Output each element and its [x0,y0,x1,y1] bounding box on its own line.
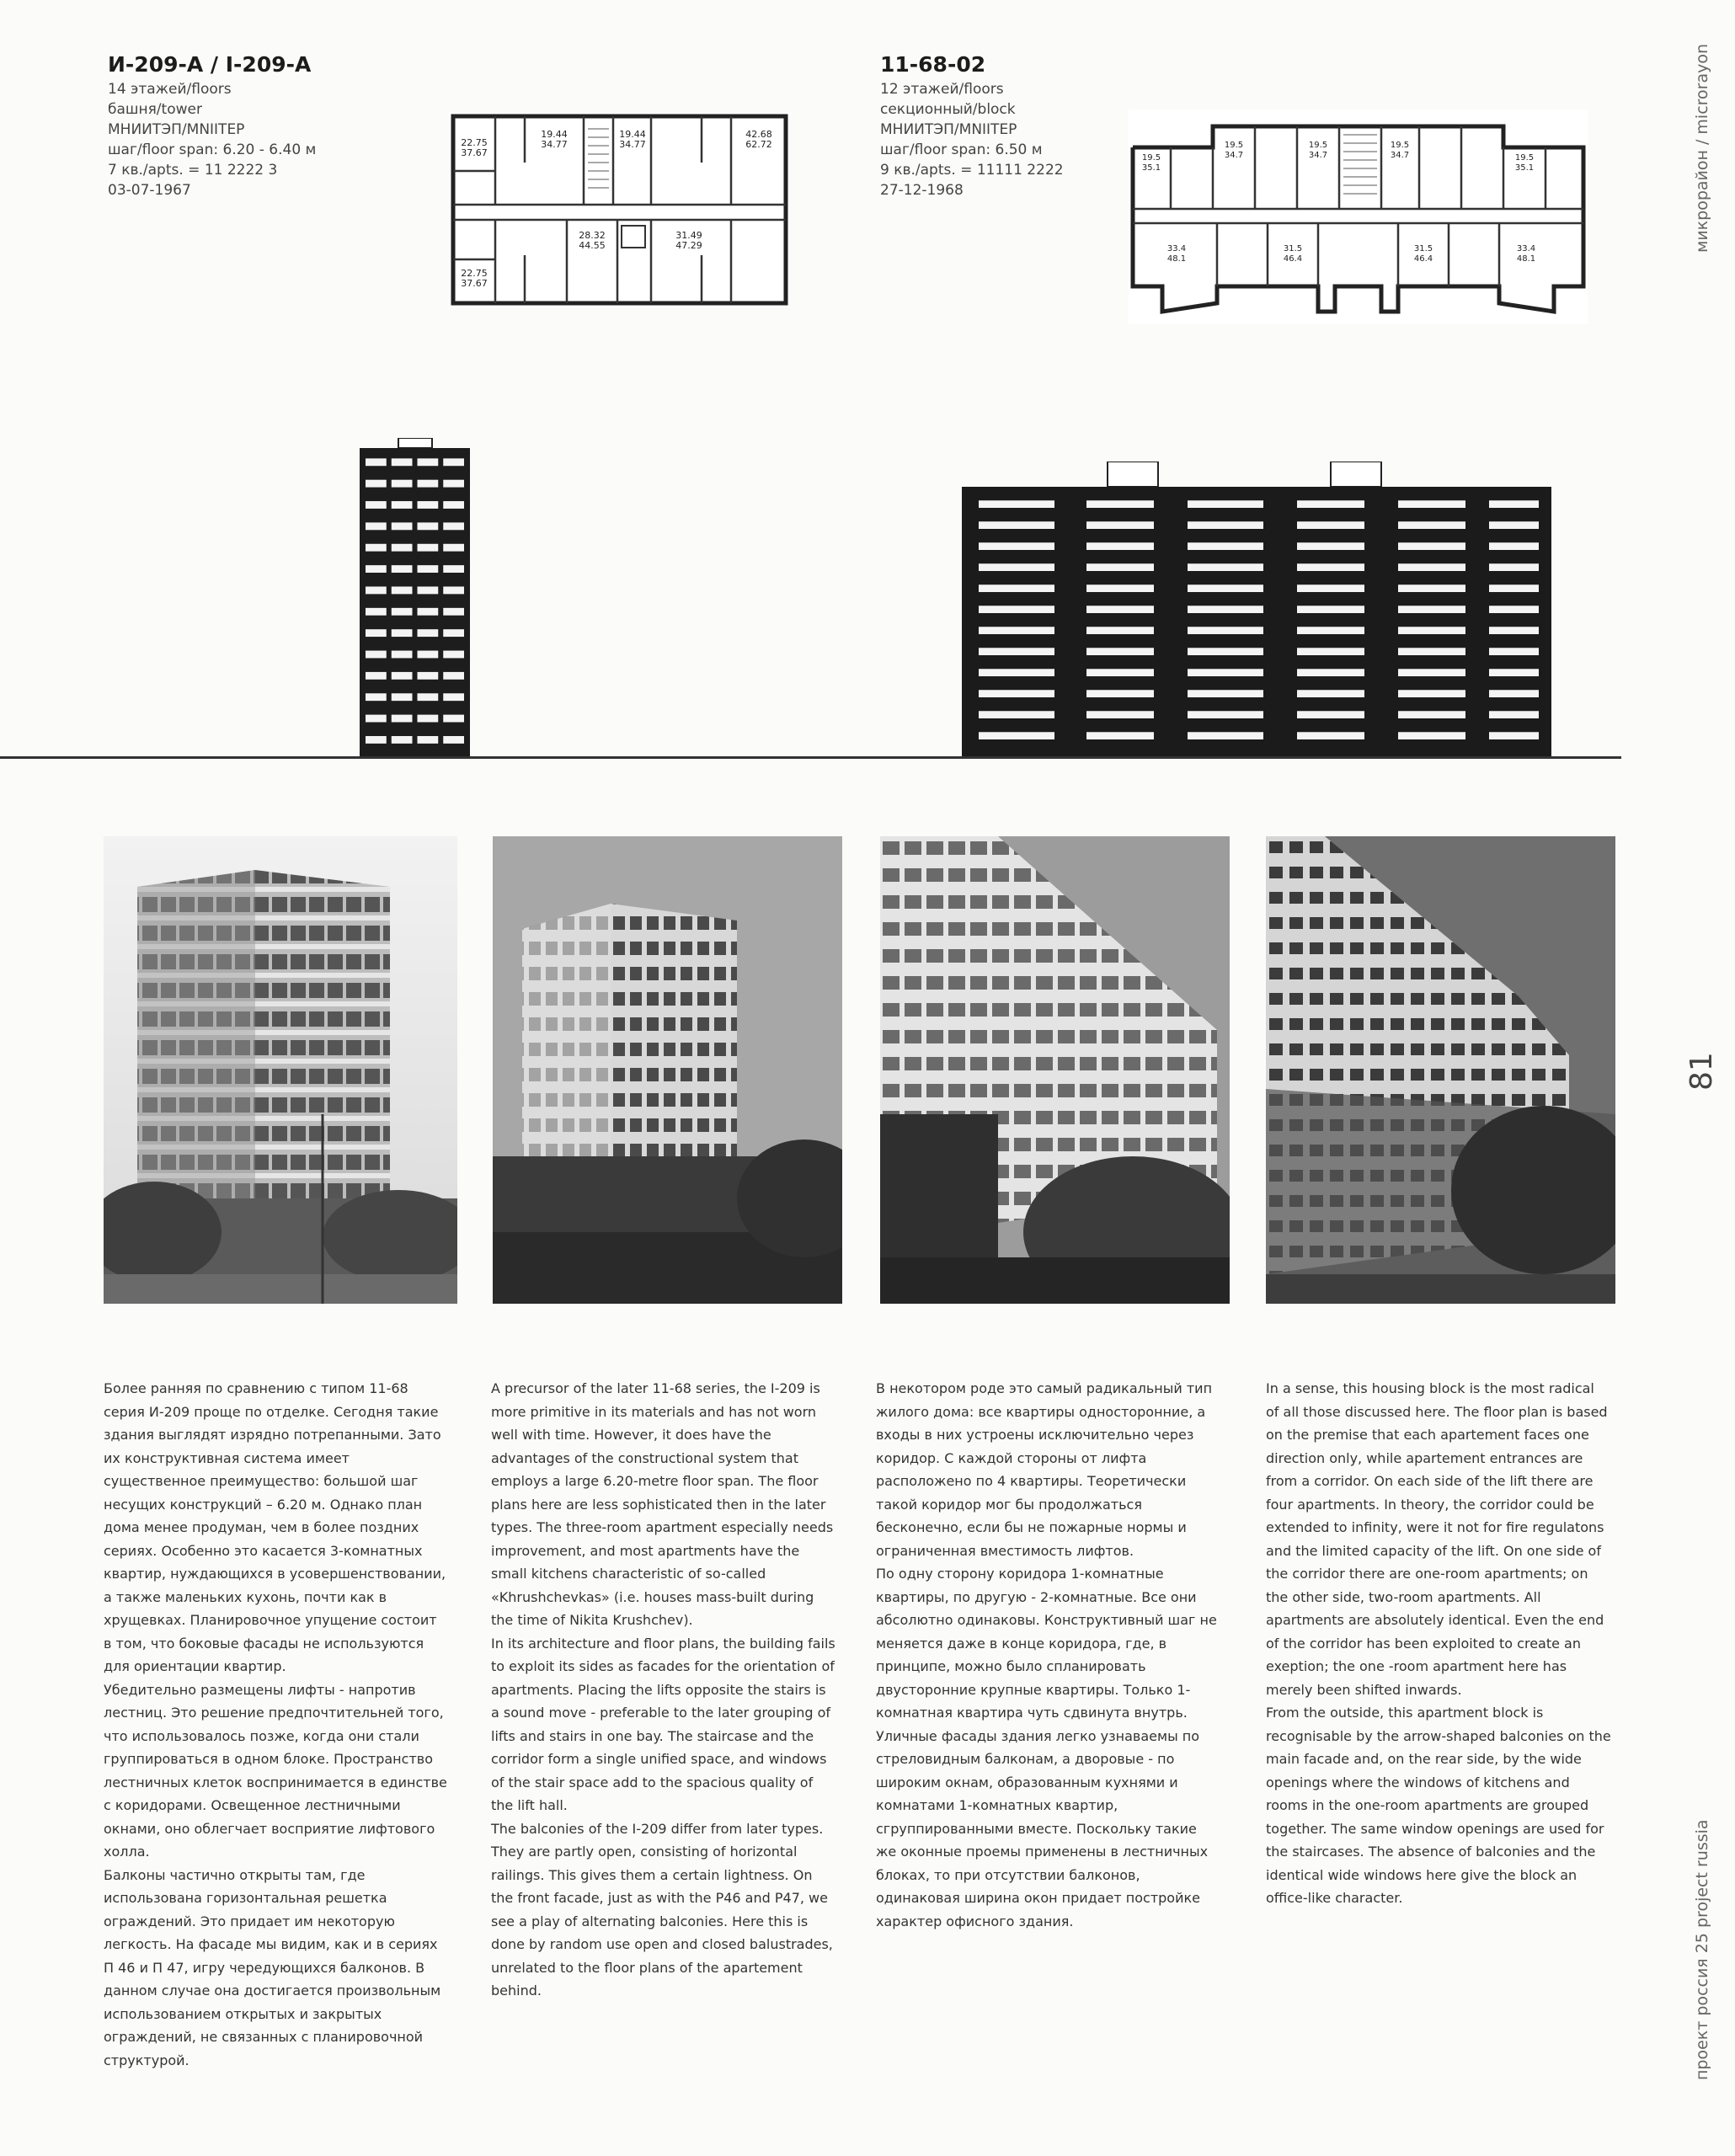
facade-window [392,501,413,509]
facade-window [366,629,387,637]
facade-window [392,736,413,744]
floors: 12 этажей/floors [880,81,1004,98]
facade-window [392,586,413,594]
facade-window [1297,648,1364,655]
room-area-label: 34.77 [619,139,646,150]
room-area-label: 31.5 [1413,244,1433,253]
text-column-en-i209 [491,1377,836,2003]
apartments: 9 кв./apts. = 11111 2222 [880,162,1064,179]
facade-window [1489,669,1539,676]
facade-window [1297,606,1364,613]
spec-block-11-68-02 [880,51,1064,200]
room-area-label: 34.7 [1390,151,1410,160]
facade-window [1086,627,1154,634]
facade-window [1086,711,1154,718]
facade-window [366,586,387,594]
facade-window [392,608,413,616]
facade-window [418,586,439,594]
facade-window [1086,669,1154,676]
facade-window [418,458,439,466]
facade-window [366,672,387,680]
facade-window [1297,732,1364,739]
room-area-label: 31.5 [1283,244,1303,253]
facade-window [366,715,387,723]
facade-window [366,458,387,466]
facade-window [392,715,413,723]
facade-window [1489,542,1539,550]
room-area-label: 22.75 [461,268,488,279]
room-area-label: 33.4 [1166,244,1187,253]
facade-window [1398,606,1465,613]
facade-window [392,565,413,573]
room-area-label: 46.4 [1413,254,1433,264]
photo-11-68-02-block [880,836,1230,1304]
facade-window [392,693,413,701]
facade-window [443,501,464,509]
facade-window [979,563,1054,571]
facade-window [1489,711,1539,718]
ground-line [0,756,1621,759]
paragraph: The balconies of the I-209 differ from later types. They are partly open, consisting of horizontal railings. This gives them a certain lightness. On the front facade, just as with the P46 and P47, we see a play of alternating balconies. Here this is done by random use open and closed balustrades, unrelated to the floor plans of the apartement behind. [491,1820,833,1999]
facade-window [979,500,1054,508]
facade-window [1297,563,1364,571]
facade-window [443,458,464,466]
facade-window [392,651,413,659]
facade-window [1086,584,1154,592]
facade-window [1489,690,1539,697]
facade-window [1086,690,1154,697]
room-area-label: 19.5 [1390,141,1410,150]
room-area-label: 48.1 [1166,254,1187,264]
facade-window [443,736,464,744]
photo-i209-tower-2 [493,836,842,1304]
facade-window [979,690,1054,697]
facade-window [1188,690,1263,697]
facade-window [366,693,387,701]
facade-window [1086,648,1154,655]
institute: МНИИТЭП/MNIITEP [108,121,245,138]
facade-window [1398,711,1465,718]
facade-window [1398,669,1465,676]
facade-window [1398,563,1465,571]
elevation-11-68-02 [960,462,1554,758]
room-area-label: 44.55 [579,240,606,251]
series-code: 11-68-02 [880,52,986,77]
facade-window [366,736,387,744]
facade-window [418,608,439,616]
facade-window [1398,542,1465,550]
floor-span: шаг/floor span: 6.20 - 6.40 м [108,141,317,158]
floors: 14 этажей/floors [108,81,232,98]
photo-11-68-02-block-2 [1266,836,1615,1304]
facade-window [366,544,387,552]
facade-window [1188,521,1263,529]
room-area-label: 19.5 [1514,153,1535,163]
text-column-en-11-68 [1266,1377,1611,1910]
facade-window [366,501,387,509]
facade-window [1086,732,1154,739]
paragraph: From the outside, this apartment block is recognisable by the arrow-shaped balconies on the main facade and, on the rear side, by the wide openings where the windows of kitchens and rooms in the one-room apartments are grouped together. The same window openings are used for the staircases. The absence of balconies and the identical wide windows here give the block an office-like character. [1266,1705,1611,1906]
facade-window [1297,542,1364,550]
facade-window [1489,732,1539,739]
facade-window [392,544,413,552]
apartments: 7 кв./apts. = 11 2222 3 [108,162,278,179]
floor-plan-11-68-02 [1129,109,1588,324]
facade-window [366,480,387,488]
room-area-label: 33.4 [1516,244,1536,253]
facade-window [1398,521,1465,529]
facade-window [443,522,464,530]
facade-window [1188,627,1263,634]
facade-window [1489,563,1539,571]
facade-window [1188,732,1263,739]
facade-window [443,693,464,701]
magazine-footer: проект россия 25 project russia [1693,1819,1711,2080]
facade-window [1297,690,1364,697]
facade-window [418,715,439,723]
facade-window [1489,606,1539,613]
facade-window [418,544,439,552]
facade-window [1086,521,1154,529]
facade-window [1398,648,1465,655]
facade-window [443,629,464,637]
facade-window [443,608,464,616]
room-area-label: 19.5 [1224,141,1244,150]
facade-window [979,711,1054,718]
facade-window [443,715,464,723]
facade-window [1188,669,1263,676]
room-area-label: 19.5 [1141,153,1161,163]
facade-window [1297,627,1364,634]
facade-window [366,522,387,530]
facade-window [443,565,464,573]
facade-window [418,522,439,530]
date: 03-07-1967 [108,182,191,199]
section-label: микрорайон / microrayon [1693,43,1711,253]
facade-window [443,480,464,488]
room-area-label: 47.29 [675,240,702,251]
building-type: башня/tower [108,101,202,118]
paragraph: По одну сторону коридора 1-комнатные квартиры, по другую - 2-комнатные. Все они абсолютно одинаковы. Конструктивный шаг не меняется даже в конце коридора, где, в принципе, можно было спланировать двусторонние крупные квартиры. Только 1-комнатная квартира чуть сдвинута внутрь. Уличные фасады здания легко узнаваемы по стреловидным балконам, а дворовые - по широким окнам, образованным кухнями и комнатами 1-комнатных квартир, сгруппированными вместе. Поскольку такие же оконные проемы применены в лестничных блоках, то при отсутствии балконов, одинаковая ширина окон придает постройке характер офисного здания. [876,1566,1217,1929]
facade-window [979,669,1054,676]
facade-window [418,480,439,488]
facade-window [1188,648,1263,655]
facade-window [366,565,387,573]
room-area-label: 42.68 [745,129,772,140]
facade-window [1086,606,1154,613]
facade-window [979,521,1054,529]
facade-window [392,458,413,466]
paragraph: Балконы частично открыты там, где использована горизонтальная решетка ограждений. Это придает им некоторую легкость. На фасаде мы видим, как и в сериях П 46 и П 47, игру чередующихся балконов. В данном случае она достигается произвольным использованием открытых и закрытых ограждений, не связанных с планировочной структурой. [104,1866,441,2068]
facade-window [392,672,413,680]
facade-window [1297,669,1364,676]
room-area-label: 34.7 [1224,151,1244,160]
facade-window [418,651,439,659]
facade-window [418,672,439,680]
room-area-label: 35.1 [1141,163,1161,173]
photo-i209-tower [104,836,457,1304]
facade-window [1398,690,1465,697]
page-number: 81 [1684,1052,1719,1091]
facade-window [979,648,1054,655]
facade-window [1188,563,1263,571]
room-area-label: 62.72 [745,139,772,150]
floor-span: шаг/floor span: 6.50 м [880,141,1043,158]
facade-window [1188,584,1263,592]
facade-window [1297,500,1364,508]
date: 27-12-1968 [880,182,964,199]
room-area-label: 34.77 [541,139,568,150]
elevation-i209 [358,438,472,758]
facade-window [1297,521,1364,529]
facade-window [1188,606,1263,613]
paragraph: Более ранняя по сравнению с типом 11-68 серия И-209 проще по отделке. Сегодня такие здания выглядят изрядно потрепанными. Зато их конструктивная система имеет существенное преимущество: большой шаг несущих конструкций – 6.20 м. Однако план дома менее продуман, чем в более поздних сериях. Особенно это касается 3-комнатных квартир, нуждающихся в усовершенствовании, а также маленьких кухонь, почти как в хрущевках. Планировочное упущение состоит в том, что боковые фасады не используются для ориентации квартир. [104,1380,446,1674]
facade-window [1489,500,1539,508]
facade-window [443,544,464,552]
room-area-label: 31.49 [675,230,702,241]
facade-window [418,736,439,744]
facade-window [1398,627,1465,634]
paragraph: In its architecture and floor plans, the building fails to exploit its sides as facades for the orientation of apartments. Placing the lifts opposite the stairs is a sound move - preferable to the later grouping of lifts and stairs in one bay. The staircase and the corridor form a single unified space, and windows of the stair space add to the spacious quality of the lift hall. [491,1635,835,1813]
facade-window [979,627,1054,634]
paragraph: In a sense, this housing block is the most radical of all those discussed here. The floor plan is based on the premise that each apartement faces one direction only, while apartement entrances are from a corridor. On each side of the lift there are four apartments. In theory, the corridor could be extended to infinity, were it not for fire regulatons and the limited capacity of the lift. On one side of the corridor there are one-room apartments; on the other side, two-room apartments. All apartments are absolutely identical. Even the end of the corridor has been exploited to create an exeption; the one -room apartment here has merely been shifted inwards. [1266,1380,1608,1698]
facade-window [1297,584,1364,592]
facade-window [1086,500,1154,508]
facade-window [1489,648,1539,655]
room-area-label: 37.67 [461,278,488,289]
facade-window [1398,500,1465,508]
room-area-label: 19.44 [541,129,568,140]
facade-window [1297,711,1364,718]
facade-window [443,651,464,659]
facade-window [443,586,464,594]
room-area-label: 22.75 [461,137,488,148]
room-area-label: 34.7 [1308,151,1328,160]
room-area-label: 48.1 [1516,254,1536,264]
facade-window [1489,627,1539,634]
text-column-ru-i209 [104,1377,449,2072]
room-area-label: 37.67 [461,147,488,158]
facade-window [443,672,464,680]
facade-window [1086,542,1154,550]
room-area-label: 19.44 [619,129,646,140]
spec-block-i209 [108,51,316,200]
institute: МНИИТЭП/MNIITEP [880,121,1017,138]
room-area-label: 28.32 [579,230,606,241]
facade-window [418,693,439,701]
facade-window [1489,521,1539,529]
paragraph: A precursor of the later 11-68 series, the I-209 is more primitive in its materials and has not worn well with time. However, it does have the advantages of the constructional system that employs a large 6.20-metre floor span. The floor plans here are less sophisticated then in the later types. The three-room apartment especially needs improvement, and most apartments have the small kitchens characteristic of so-called «Khrushchevkas» (i.e. houses mass-built during the time of Nikita Krushchev). [491,1380,834,1628]
facade-window [1398,584,1465,592]
facade-window [979,584,1054,592]
facade-window [418,501,439,509]
facade-window [418,629,439,637]
facade-window [366,651,387,659]
facade-window [979,542,1054,550]
facade-window [418,565,439,573]
facade-window [366,608,387,616]
facade-window [1489,584,1539,592]
facade-window [392,522,413,530]
facade-window [979,732,1054,739]
facade-window [979,606,1054,613]
paragraph: Убедительно размещены лифты - напротив лестниц. Это решение предпочтительней того, что использовалось позже, когда они стали группироваться в одном блоке. Пространство лестничных клеток воспринимается в единстве с коридорами. Освещенное лестничными окнами, оно облегчает восприятие лифтового холла. [104,1681,447,1860]
facade-window [1398,732,1465,739]
facade-window [392,480,413,488]
facade-window [392,629,413,637]
text-column-ru-11-68 [876,1377,1221,1933]
facade-window [1188,500,1263,508]
facade-window [1086,563,1154,571]
paragraph: В некотором роде это самый радикальный тип жилого дома: все квартиры односторонние, а входы в них устроены исключительно через коридор. С каждой стороны от лифта расположено по 4 квартиры. Теоретически такой коридор мог бы продолжаться бесконечно, если бы не пожарные нормы и ограниченная вместимость лифтов. [876,1380,1213,1559]
room-area-label: 46.4 [1283,254,1303,264]
room-area-label: 19.5 [1308,141,1328,150]
facade-window [1188,542,1263,550]
room-area-label: 35.1 [1514,163,1535,173]
series-code: И-209-А / I-209-А [108,52,312,77]
building-type: секционный/block [880,101,1016,118]
floor-plan-i209 [449,112,790,307]
facade-window [1188,711,1263,718]
